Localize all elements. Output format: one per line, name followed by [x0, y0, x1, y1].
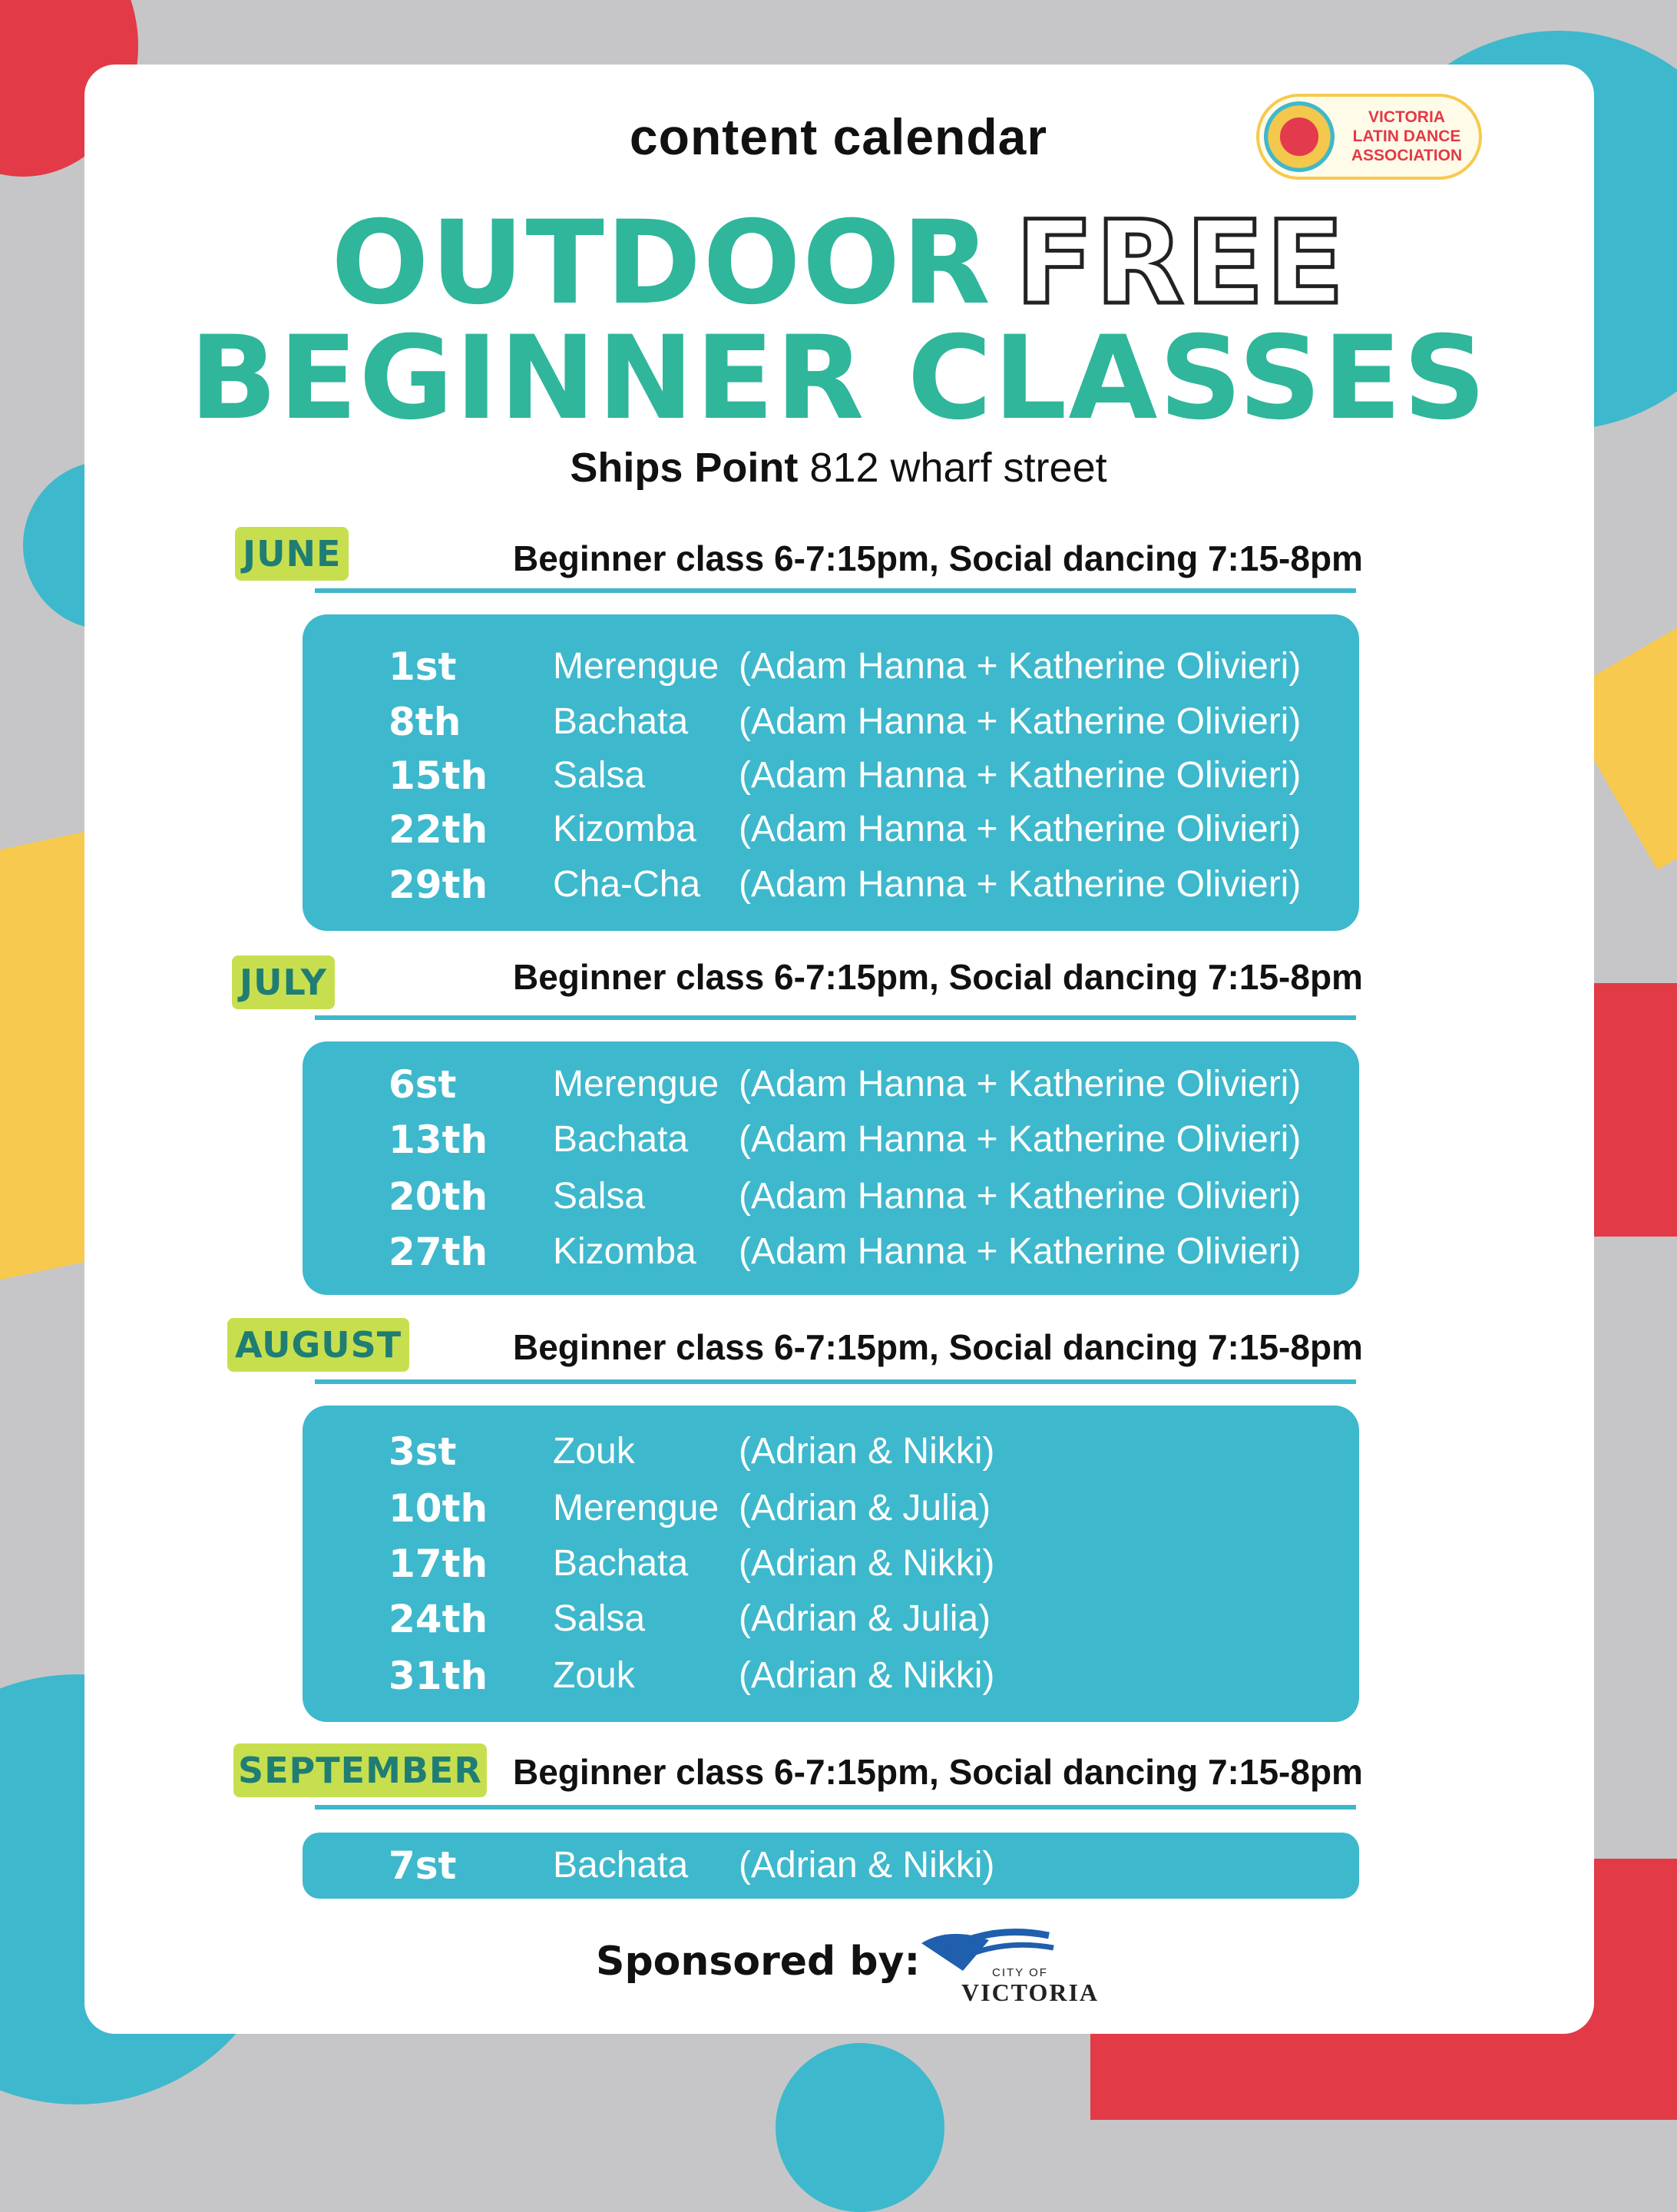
city-of-victoria-logo [918, 1920, 1099, 2006]
logo-line: ASSOCIATION [1351, 147, 1463, 164]
divider-august [315, 1379, 1356, 1384]
city-logo-big-text: VICTORIA [961, 1979, 1099, 2006]
class-instructors: (Adam Hanna + Katherine Olivieri) [739, 809, 1302, 849]
class-row [303, 802, 1359, 857]
class-panel-july [303, 1041, 1359, 1295]
class-date: 20th [389, 1174, 488, 1219]
page-kicker: content calendar [629, 108, 1048, 165]
class-instructors: (Adam Hanna + Katherine Olivieri) [739, 1119, 1302, 1160]
class-dance: Salsa [553, 1176, 646, 1217]
class-row [303, 639, 1359, 694]
class-instructors: (Adrian & Nikki) [739, 1655, 995, 1696]
class-date: 1st [389, 644, 457, 689]
class-instructors: (Adrian & Julia) [739, 1488, 991, 1528]
bg-red-shape-right [1589, 983, 1677, 1237]
logo-text [1339, 108, 1474, 165]
class-date: 17th [389, 1541, 488, 1586]
class-date: 29th [389, 863, 488, 907]
title-line-2: BEGINNER CLASSES [189, 312, 1488, 445]
class-dance: Merengue [553, 1064, 719, 1104]
logo-line: VICTORIA [1368, 108, 1445, 126]
class-row [303, 1648, 1359, 1704]
class-dance: Merengue [553, 1488, 719, 1528]
class-dance: Zouk [553, 1431, 635, 1472]
class-dance: Bachata [553, 1845, 689, 1886]
divider-september [315, 1805, 1356, 1810]
title-free: FREE [1014, 197, 1346, 330]
sponsor-label: Sponsored by: [596, 1939, 921, 1985]
class-date: 6st [389, 1062, 457, 1107]
class-row [303, 1424, 1359, 1479]
class-instructors: (Adam Hanna + Katherine Olivieri) [739, 864, 1302, 905]
class-row [303, 748, 1359, 803]
month-tag-august: AUGUST [227, 1318, 409, 1372]
schedule-times-june: Beginner class 6-7:15pm, Social dancing 7:15-8pm [513, 538, 1363, 578]
class-date: 31th [389, 1654, 488, 1698]
class-row [303, 857, 1359, 912]
class-row [303, 1591, 1359, 1647]
logo-line: LATIN DANCE [1352, 127, 1461, 145]
class-row [303, 1536, 1359, 1591]
month-tag-june: JUNE [235, 527, 349, 581]
class-dance: Salsa [553, 755, 646, 796]
venue-name: Ships Point [570, 445, 799, 491]
schedule-times-july: Beginner class 6-7:15pm, Social dancing 7:15-8pm [513, 957, 1363, 997]
class-row [303, 1838, 1359, 1893]
class-instructors: (Adrian & Julia) [739, 1598, 991, 1639]
class-panel-june [303, 614, 1359, 931]
divider-july [315, 1015, 1356, 1020]
class-row [303, 1224, 1359, 1280]
venue-address: 812 wharf street [809, 445, 1107, 491]
class-date: 27th [389, 1230, 488, 1274]
month-tag-september: SEPTEMBER [233, 1743, 487, 1797]
class-instructors: (Adam Hanna + Katherine Olivieri) [739, 755, 1302, 796]
city-logo-small-text: CITY OF [992, 1966, 1048, 1979]
bg-yellow-shape-left [0, 830, 92, 1290]
class-date: 7st [389, 1843, 457, 1888]
class-dance: Bachata [553, 701, 689, 742]
class-row [303, 1169, 1359, 1224]
class-panel-august [303, 1406, 1359, 1722]
class-row [303, 1057, 1359, 1112]
class-date: 10th [389, 1486, 488, 1531]
class-instructors: (Adrian & Nikki) [739, 1845, 995, 1886]
class-dance: Kizomba [553, 1231, 696, 1272]
schedule-times-august: Beginner class 6-7:15pm, Social dancing 7:15-8pm [513, 1327, 1363, 1367]
class-row [303, 1481, 1359, 1536]
class-date: 15th [389, 753, 488, 798]
class-instructors: (Adam Hanna + Katherine Olivieri) [739, 701, 1302, 742]
class-dance: Cha-Cha [553, 864, 701, 905]
association-logo [1256, 94, 1482, 180]
class-row [303, 694, 1359, 750]
class-date: 22th [389, 807, 488, 852]
class-dance: Salsa [553, 1598, 646, 1639]
divider-june [315, 588, 1356, 593]
class-date: 24th [389, 1597, 488, 1641]
class-instructors: (Adrian & Nikki) [739, 1543, 995, 1584]
class-dance: Zouk [553, 1655, 635, 1696]
class-instructors: (Adam Hanna + Katherine Olivieri) [739, 1176, 1302, 1217]
dancer-logo-icon [1264, 101, 1335, 172]
class-instructors: (Adam Hanna + Katherine Olivieri) [739, 1064, 1302, 1104]
class-instructors: (Adrian & Nikki) [739, 1431, 995, 1472]
class-date: 8th [389, 700, 461, 744]
bg-blue-circle-bottom [776, 2043, 944, 2212]
class-row [303, 1112, 1359, 1167]
class-date: 13th [389, 1118, 488, 1162]
class-dance: Merengue [553, 646, 719, 687]
schedule-times-september: Beginner class 6-7:15pm, Social dancing 7:15-8pm [513, 1752, 1363, 1792]
class-panel-september [303, 1833, 1359, 1899]
class-instructors: (Adam Hanna + Katherine Olivieri) [739, 646, 1302, 687]
class-dance: Kizomba [553, 809, 696, 849]
class-date: 3st [389, 1429, 457, 1474]
title-line-1 [0, 197, 1677, 330]
venue [0, 444, 1677, 492]
class-instructors: (Adam Hanna + Katherine Olivieri) [739, 1231, 1302, 1272]
class-dance: Bachata [553, 1543, 689, 1584]
class-dance: Bachata [553, 1119, 689, 1160]
title-outdoor: OUTDOOR [331, 197, 992, 330]
month-tag-july: JULY [232, 955, 335, 1009]
